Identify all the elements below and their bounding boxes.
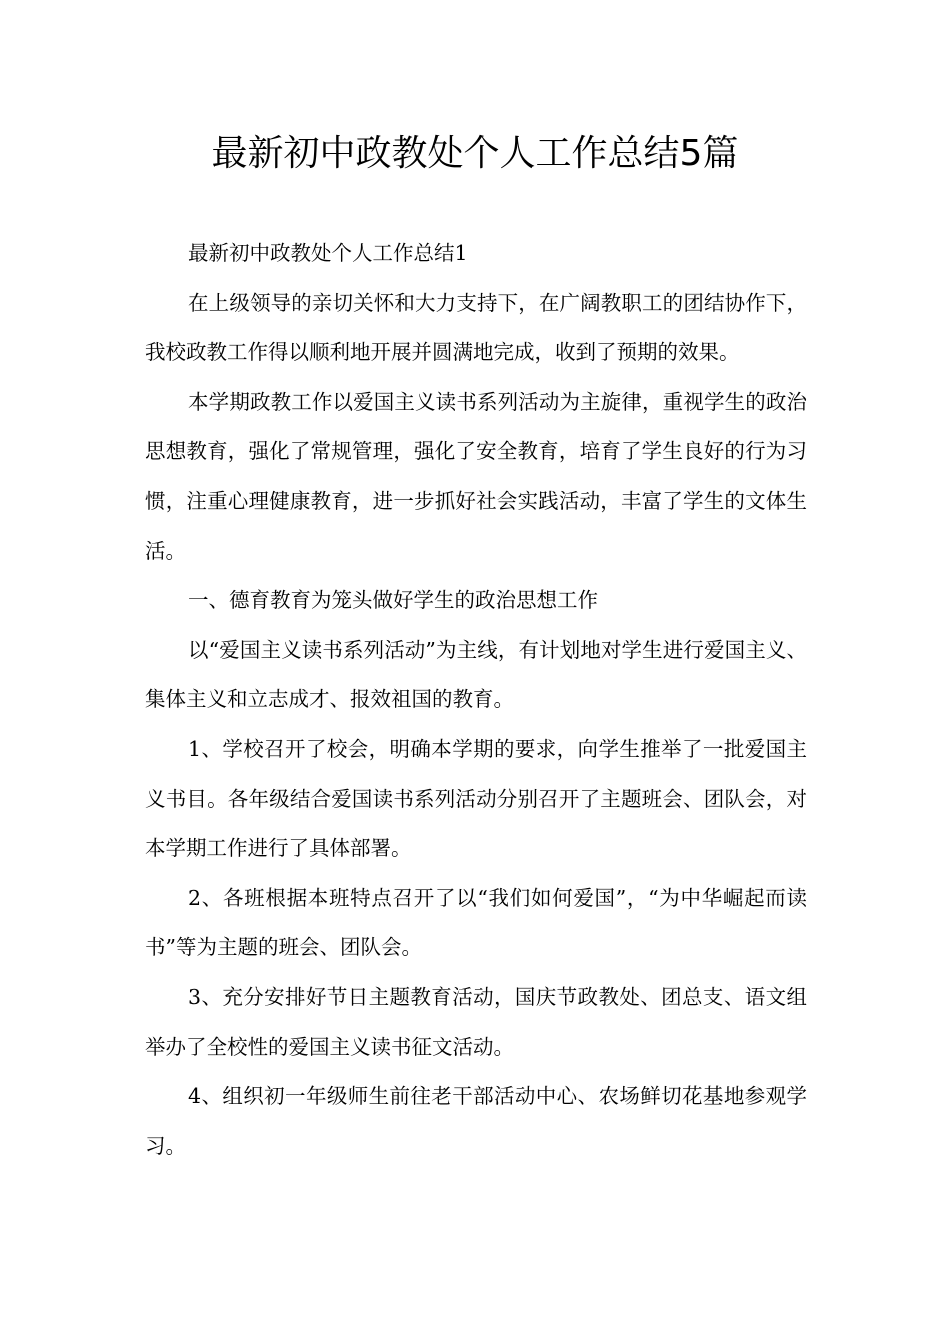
document-body — [145, 229, 807, 1171]
paragraph: 以“爱国主义读书系列活动”为主线，有计划地对学生进行爱国主义、集体主义和立志成才、报效祖国的教育。 — [145, 637, 807, 712]
document-title: 最新初中政教处个人工作总结5篇 — [211, 133, 739, 174]
paragraph: 在上级领导的亲切关怀和大力支持下，在广阔教职工的团结协作下，我校政教工作得以顺利地开展并圆满地完成，收到了预期的效果。 — [145, 290, 807, 365]
list-item: 4、组织初一年级师生前往老干部活动中心、农场鲜切花基地参观学习。 — [145, 1084, 807, 1158]
list-item: 3、充分安排好节日主题教育活动，国庆节政教处、团总支、语文组举办了全校性的爱国主义读书征文活动。 — [145, 984, 807, 1059]
list-item: 1、学校召开了校会，明确本学期的要求，向学生推举了一批爱国主义书目。各年级结合爱国读书系列活动分别召开了主题班会、团队会，对本学期工作进行了具体部署。 — [145, 736, 807, 861]
paragraph: 本学期政教工作以爱国主义读书系列活动为主旋律，重视学生的政治思想教育，强化了常规管理，强化了安全教育，培育了学生良好的行为习惯，注重心理健康教育，进一步抓好社会实践活动，丰富了学生的文体生活。 — [145, 389, 807, 563]
section-heading: 一、德育教育为笼头做好学生的政治思想工作 — [188, 588, 599, 613]
section-heading: 最新初中政教处个人工作总结1 — [188, 241, 468, 265]
list-item: 2、各班根据本班特点召开了以“我们如何爱国”，“为中华崛起而读书”等为主题的班会、团队会。 — [145, 885, 807, 960]
